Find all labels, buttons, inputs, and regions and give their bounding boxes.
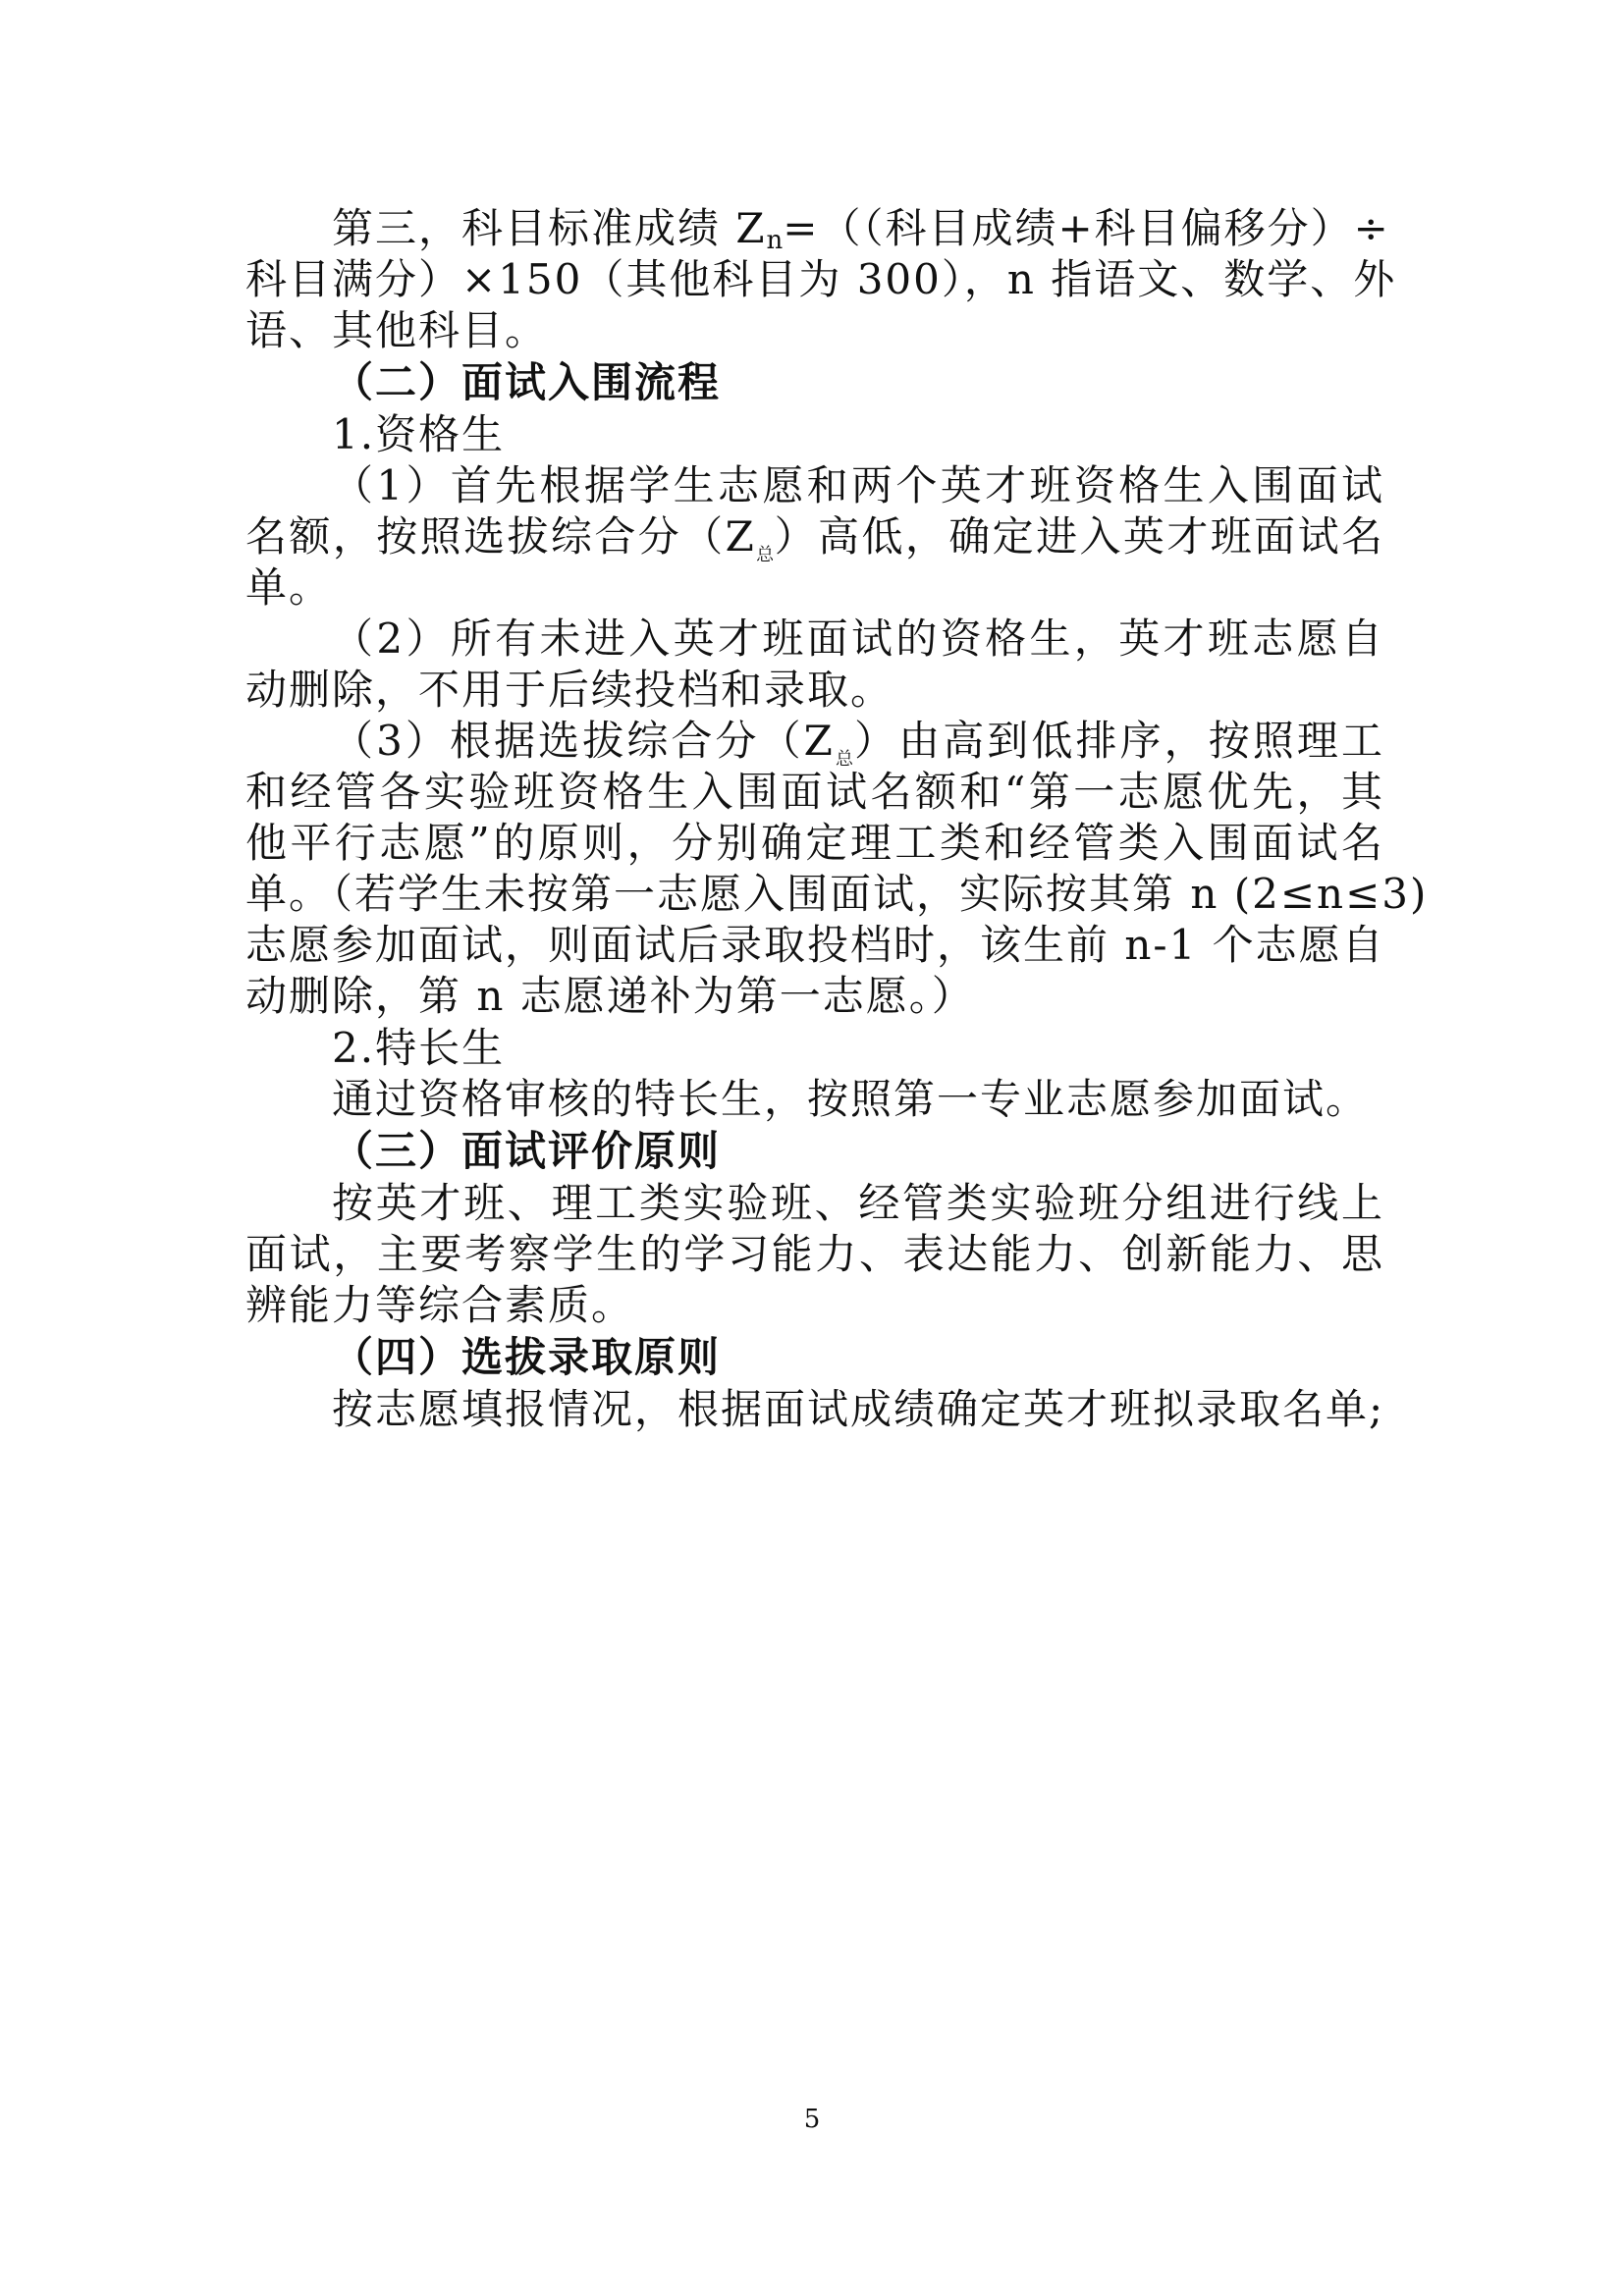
line-text: 动删除，第 n 志愿递补为第一志愿。） bbox=[245, 972, 975, 1020]
paragraph-line bbox=[332, 1075, 1369, 1124]
heading-text: 2.特长生 bbox=[332, 1024, 506, 1072]
subsection-heading bbox=[332, 410, 505, 459]
paragraph-line bbox=[245, 563, 332, 613]
page-number: 5 bbox=[803, 2105, 821, 2134]
line-text: 通过资格审核的特长生，按照第一专业志愿参加面试。 bbox=[332, 1075, 1370, 1123]
subscript-zong: 总 bbox=[755, 545, 775, 565]
heading-text: （四）选拔录取原则 bbox=[332, 1333, 722, 1381]
subsection-heading bbox=[332, 1024, 505, 1073]
line-text: ）高低，确定进入英才班面试名 bbox=[774, 512, 1385, 561]
line-text: 面试，主要考察学生的学习能力、表达能力、创新能力、思 bbox=[245, 1230, 1384, 1278]
heading-text: 1.资格生 bbox=[332, 410, 506, 458]
line-text: 动删除，不用于后续投档和录取。 bbox=[245, 666, 894, 714]
paragraph-line bbox=[245, 819, 1384, 868]
paragraph-line bbox=[332, 1179, 1384, 1228]
heading-text: （三）面试评价原则 bbox=[332, 1127, 722, 1175]
line-text: =（（科目成绩+科目偏移分）÷ bbox=[783, 204, 1390, 252]
line-text: 单。 bbox=[245, 563, 333, 612]
line-text: （1）首先根据学生志愿和两个英才班资格生入围面试 bbox=[332, 461, 1384, 509]
paragraph-line bbox=[332, 461, 1384, 510]
paragraph-line bbox=[245, 255, 1397, 304]
line-text: （3）根据选拔综合分（Z bbox=[332, 717, 835, 765]
paragraph-line bbox=[245, 512, 1384, 580]
paragraph-line bbox=[245, 921, 1384, 970]
paragraph-line bbox=[245, 1230, 1384, 1279]
paragraph-line bbox=[245, 1281, 634, 1330]
subscript-n: n bbox=[766, 226, 784, 255]
line-text: ）由高到低排序，按照理工 bbox=[854, 717, 1385, 765]
line-text: 按志愿填报情况，根据面试成绩确定英才班拟录取名单; bbox=[332, 1385, 1385, 1433]
section-heading-2 bbox=[332, 358, 721, 407]
line-text: 科目满分）×150（其他科目为 300），n 指语文、数学、外 bbox=[245, 255, 1397, 303]
paragraph-line bbox=[245, 666, 893, 715]
line-text: 和经管各实验班资格生入围面试名额和“第一志愿优先，其 bbox=[245, 768, 1384, 816]
subscript-zong: 总 bbox=[834, 749, 855, 770]
line-text: 他平行志愿”的原则，分别确定理工类和经管类入围面试名 bbox=[245, 819, 1384, 867]
section-heading-3 bbox=[332, 1127, 721, 1176]
line-text: 名额，按照选拔综合分（Z bbox=[245, 512, 756, 561]
line-text: 单。（若学生未按第一志愿入围面试，实际按其第 n (2≤n≤3) bbox=[245, 870, 1429, 918]
paragraph-line bbox=[332, 1385, 1384, 1434]
line-text: 第三，科目标准成绩 Z bbox=[332, 204, 767, 252]
line-text: 志愿参加面试，则面试后录取投档时，该生前 n-1 个志愿自 bbox=[245, 921, 1385, 969]
line-text: 按英才班、理工类实验班、经管类实验班分组进行线上 bbox=[332, 1179, 1384, 1227]
section-heading-4 bbox=[332, 1333, 721, 1382]
heading-text: （二）面试入围流程 bbox=[332, 358, 722, 406]
paragraph-line bbox=[245, 870, 1429, 919]
paragraph-line bbox=[332, 614, 1384, 664]
paragraph-line bbox=[245, 768, 1384, 817]
paragraph-line bbox=[245, 972, 975, 1021]
line-text: 辨能力等综合素质。 bbox=[245, 1281, 635, 1329]
paragraph-line bbox=[245, 306, 548, 355]
line-text: 语、其他科目。 bbox=[245, 306, 549, 354]
line-text: （2）所有未进入英才班面试的资格生，英才班志愿自 bbox=[332, 614, 1384, 663]
